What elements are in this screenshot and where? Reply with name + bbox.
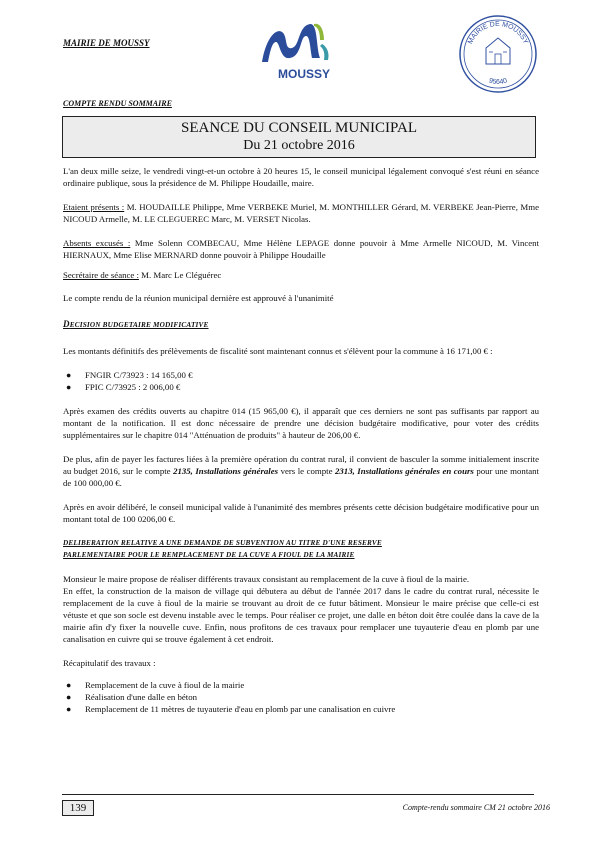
compte-rendu-label: COMPTE RENDU SOMMAIRE: [63, 99, 172, 108]
footer-divider: [62, 794, 534, 795]
seance-title: SEANCE DU CONSEIL MUNICIPAL: [181, 120, 417, 136]
moussy-logo-graphic: [254, 18, 348, 84]
logo-wordmark: MOUSSY: [277, 67, 331, 81]
excuses-text: Mme Solenn COMBECAU, Mme Hélène LEPAGE donne pouvoir à Mme Armelle NICOUD, M. Vincent HIERNAUX, Mme Elise MERNARD donne pouvoir à Philippe Houdaille: [63, 238, 540, 260]
footer-caption: Compte-rendu sommaire CM 21 octobre 2016: [402, 803, 550, 812]
seal-graphic: [458, 14, 538, 94]
intro-paragraph: L'an deux mille seize, le vendredi vingt-et-un octobre à 20 heures 15, le conseil municipal légalement convoqué s'est réuni en séance ordinaire publique, sous la présidence de M. Philippe Houdaille, maire.: [63, 166, 539, 188]
section2-recap: Récapitulatif des travaux :: [63, 658, 156, 668]
excuses-label: Absents excusés :: [63, 238, 131, 248]
presents-text: M. HOUDAILLE Philippe, Mme VERBEKE Muriel, M. MONTHILLER Gérard, M. VERBEKE Jean-Pierre, Mme NICOUD Armelle, M. LE CLEGUEREC Marc, M. VERSET Nicolas.: [63, 202, 539, 224]
section1-p3: De plus, afin de payer les factures liées à la première opération du contrat rural, il convient de basculer la somme initialement inscrite au budget 2016, sur le compte 2135, Installations générales vers le compte 2313, Installations générales en cours pour une montant de 100 000,00 €.: [63, 454, 540, 488]
moussy-logo: [254, 18, 348, 84]
list-item: ● Remplacement de la cuve à fioul de la mairie: [66, 680, 245, 690]
excuses-paragraph: [63, 237, 539, 261]
presents-paragraph: [63, 201, 539, 225]
approbation-paragraph: Le compte rendu de la réunion municipal dernière est approuvé à l'unanimité: [63, 293, 334, 303]
seal-text-bottom: 95640: [487, 77, 509, 86]
list-item: ● FPIC C/73925 : 2 006,00 €: [66, 382, 181, 392]
title-box: [62, 116, 536, 158]
section2-p2: En effet, la construction de la maison de village qui débutera au début de l'année 2017 dans le cadre du contrat rural, nécessite le remplacement de la cuve à fioul de la mairie se trouvant au droit de ce futur bâtiment. Monsieur le maire précise que celle-ci est vétuste et que son socle est devenu instable avec le temps. Pour réaliser ce projet, une dalle en béton doit être coulée dans la cave de la mairie afin d'y fixer la nouvelle cuve. Enfin, nous profitons de ces travaux pour remplacer une tuyauterie d'eau en plomb par une canalisation en cuivre qui se trouve également à cet endroit.: [63, 586, 539, 644]
seal-text-top: MAIRIE DE MOUSSY: [467, 20, 529, 46]
secretaire-text: M. Marc Le Cléguérec: [138, 270, 222, 280]
secretaire-paragraph: [63, 269, 539, 281]
page-number: 139: [62, 800, 94, 816]
section2-heading: DELIBERATION RELATIVE A UNE DEMANDE DE SUBVENTION AU TITRE D'UNE RESERVE PARLEMENTAIRE POUR LE REMPLACEMENT DE LA CUVE A FIOUL DE LA MAIRIE: [63, 539, 382, 559]
list-item: ● FNGIR C/73923 : 14 165,00 €: [66, 370, 193, 380]
section2-p1: Monsieur le maire propose de réaliser différents travaux consistant au remplacement de la cuve à fioul de la mairie.: [63, 574, 470, 584]
list-item: ● Réalisation d'une dalle en béton: [66, 692, 198, 702]
secretaire-label: Secrétaire de séance :: [63, 270, 139, 280]
mairie-header: MAIRIE DE MOUSSY: [63, 38, 150, 48]
section1-heading: DECISION BUDGETAIRE MODIFICATIVE: [63, 319, 209, 329]
document-body: [63, 165, 539, 715]
presents-label: Etaient présents :: [63, 202, 125, 212]
mairie-seal: [458, 14, 538, 94]
seance-date: Du 21 octobre 2016: [243, 138, 355, 153]
list-item: ● Remplacement de 11 mètres de tuyauterie d'eau en plomb par une canalisation en cuivre: [66, 704, 396, 714]
section1-p4: Après en avoir délibéré, le conseil municipal valide à l'unanimité des membres présents cette décision budgétaire modificative pour un montant total de 100 0206,00 €.: [63, 502, 539, 524]
section2-bullets: [63, 679, 539, 715]
section1-p2: Après examen des crédits ouverts au chapitre 014 (15 965,00 €), il apparaît que ces derniers ne sont pas suffisants par rapport au montant de la notification. Il est donc nécessaire de prendre une décision budgétaire modificative, pour voter des crédits supplémentaires sur le chapitre 014 "Atténuation de produits" à hauteur de 206,00 €.: [63, 406, 539, 440]
section1-bullets: [63, 369, 539, 393]
section1-p1: Les montants définitifs des prélèvements de fiscalité sont maintenant connus et s'élèvent pour la commune à 16 171,00 € :: [63, 346, 493, 356]
